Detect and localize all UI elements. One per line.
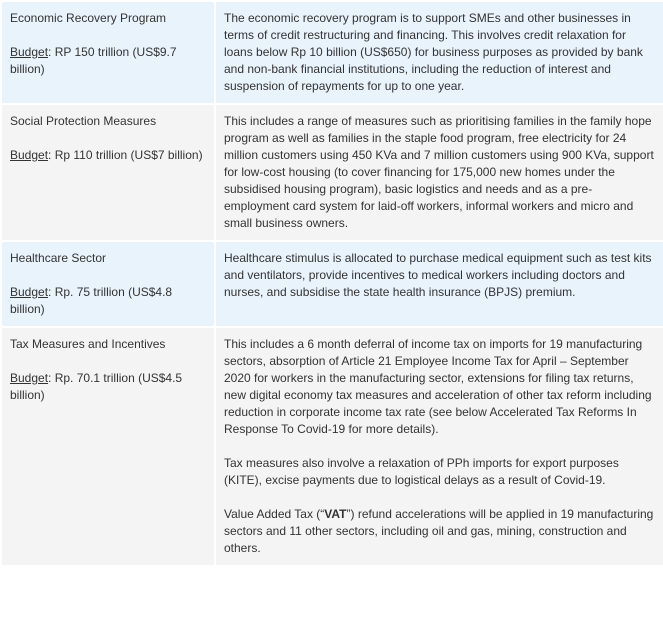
budget-value: : Rp. 70.1 trillion (US$4.5 billion) [10,371,183,402]
vat-text-after: ”) refund accelerations will be applied in 19 manufacturing sectors and 11 other sectors, including oil and gas, mining, construction and others. [224,507,654,555]
budget-label: Budget [10,148,49,162]
description-cell [216,242,663,326]
program-cell [2,105,214,240]
program-cell [2,328,214,565]
vat-abbreviation: VAT [324,507,347,521]
table-row [2,328,663,565]
budget-value: : Rp. 75 trillion (US$4.8 billion) [10,285,173,316]
budget-label: Budget [10,371,49,385]
budget-label: Budget [10,285,49,299]
vat-text-before: Value Added Tax (“ [224,507,325,521]
description-paragraph: This includes a 6 month deferral of income tax on imports for 19 manufacturing sectors, absorption of Article 21 Employee Income Tax for April – September 2020 for workers in the manufacturing sector, extensions for filing tax returns, new digital economy tax measures and acceleration of other tax reform including reduction in corporate income tax rate (see below Accelerated Tax Reforms In Response To Covid-19 for more details). [224,337,652,436]
program-name: Tax Measures and Incentives [10,337,166,351]
description-cell [216,328,663,565]
program-name: Healthcare Sector [10,251,107,265]
program-description: This includes a range of measures such as prioritising families in the family hope program as well as families in the staple food program, free electricity for 24 million customers using 450 KVa and 7 million customers using 900 KVa, support for low-cost housing (to cover financing for 175,000 new homes under the subsidised housing program), basic logistics and needs and as a pre-employment card system for laid-off workers, informal workers and micro and small business owners. [224,114,654,230]
description-paragraph: Tax measures also involve a relaxation of PPh imports for export purposes (KITE), excise payments due to logistical delays as a result of Covid-19. [224,456,619,487]
description-cell [216,2,663,103]
description-paragraph [224,506,655,557]
program-cell [2,242,214,326]
table-row [2,242,663,326]
budget-value: : RP 150 trillion (US$9.7 billion) [10,45,177,76]
program-name: Economic Recovery Program [10,11,167,25]
budget-value: : Rp 110 trillion (US$7 billion) [48,148,203,162]
program-name: Social Protection Measures [10,114,157,128]
table-row [2,2,663,103]
program-description: Healthcare stimulus is allocated to purchase medical equipment such as test kits and ventilators, provide incentives to medical workers including doctors and nurses, and subsidise the state health insurance (BPJS) premium. [224,251,652,299]
budget-label: Budget [10,45,49,59]
table-row [2,105,663,240]
program-description: The economic recovery program is to support SMEs and other businesses in terms of credit restructuring and financing. This involves credit relaxation for loans below Rp 10 billion (US$650) for business purposes as provided by bank and non-bank financial institutions, including the reduction of interest and suspension of repayments for up to one year. [224,11,643,93]
description-cell [216,105,663,240]
program-cell [2,2,214,103]
